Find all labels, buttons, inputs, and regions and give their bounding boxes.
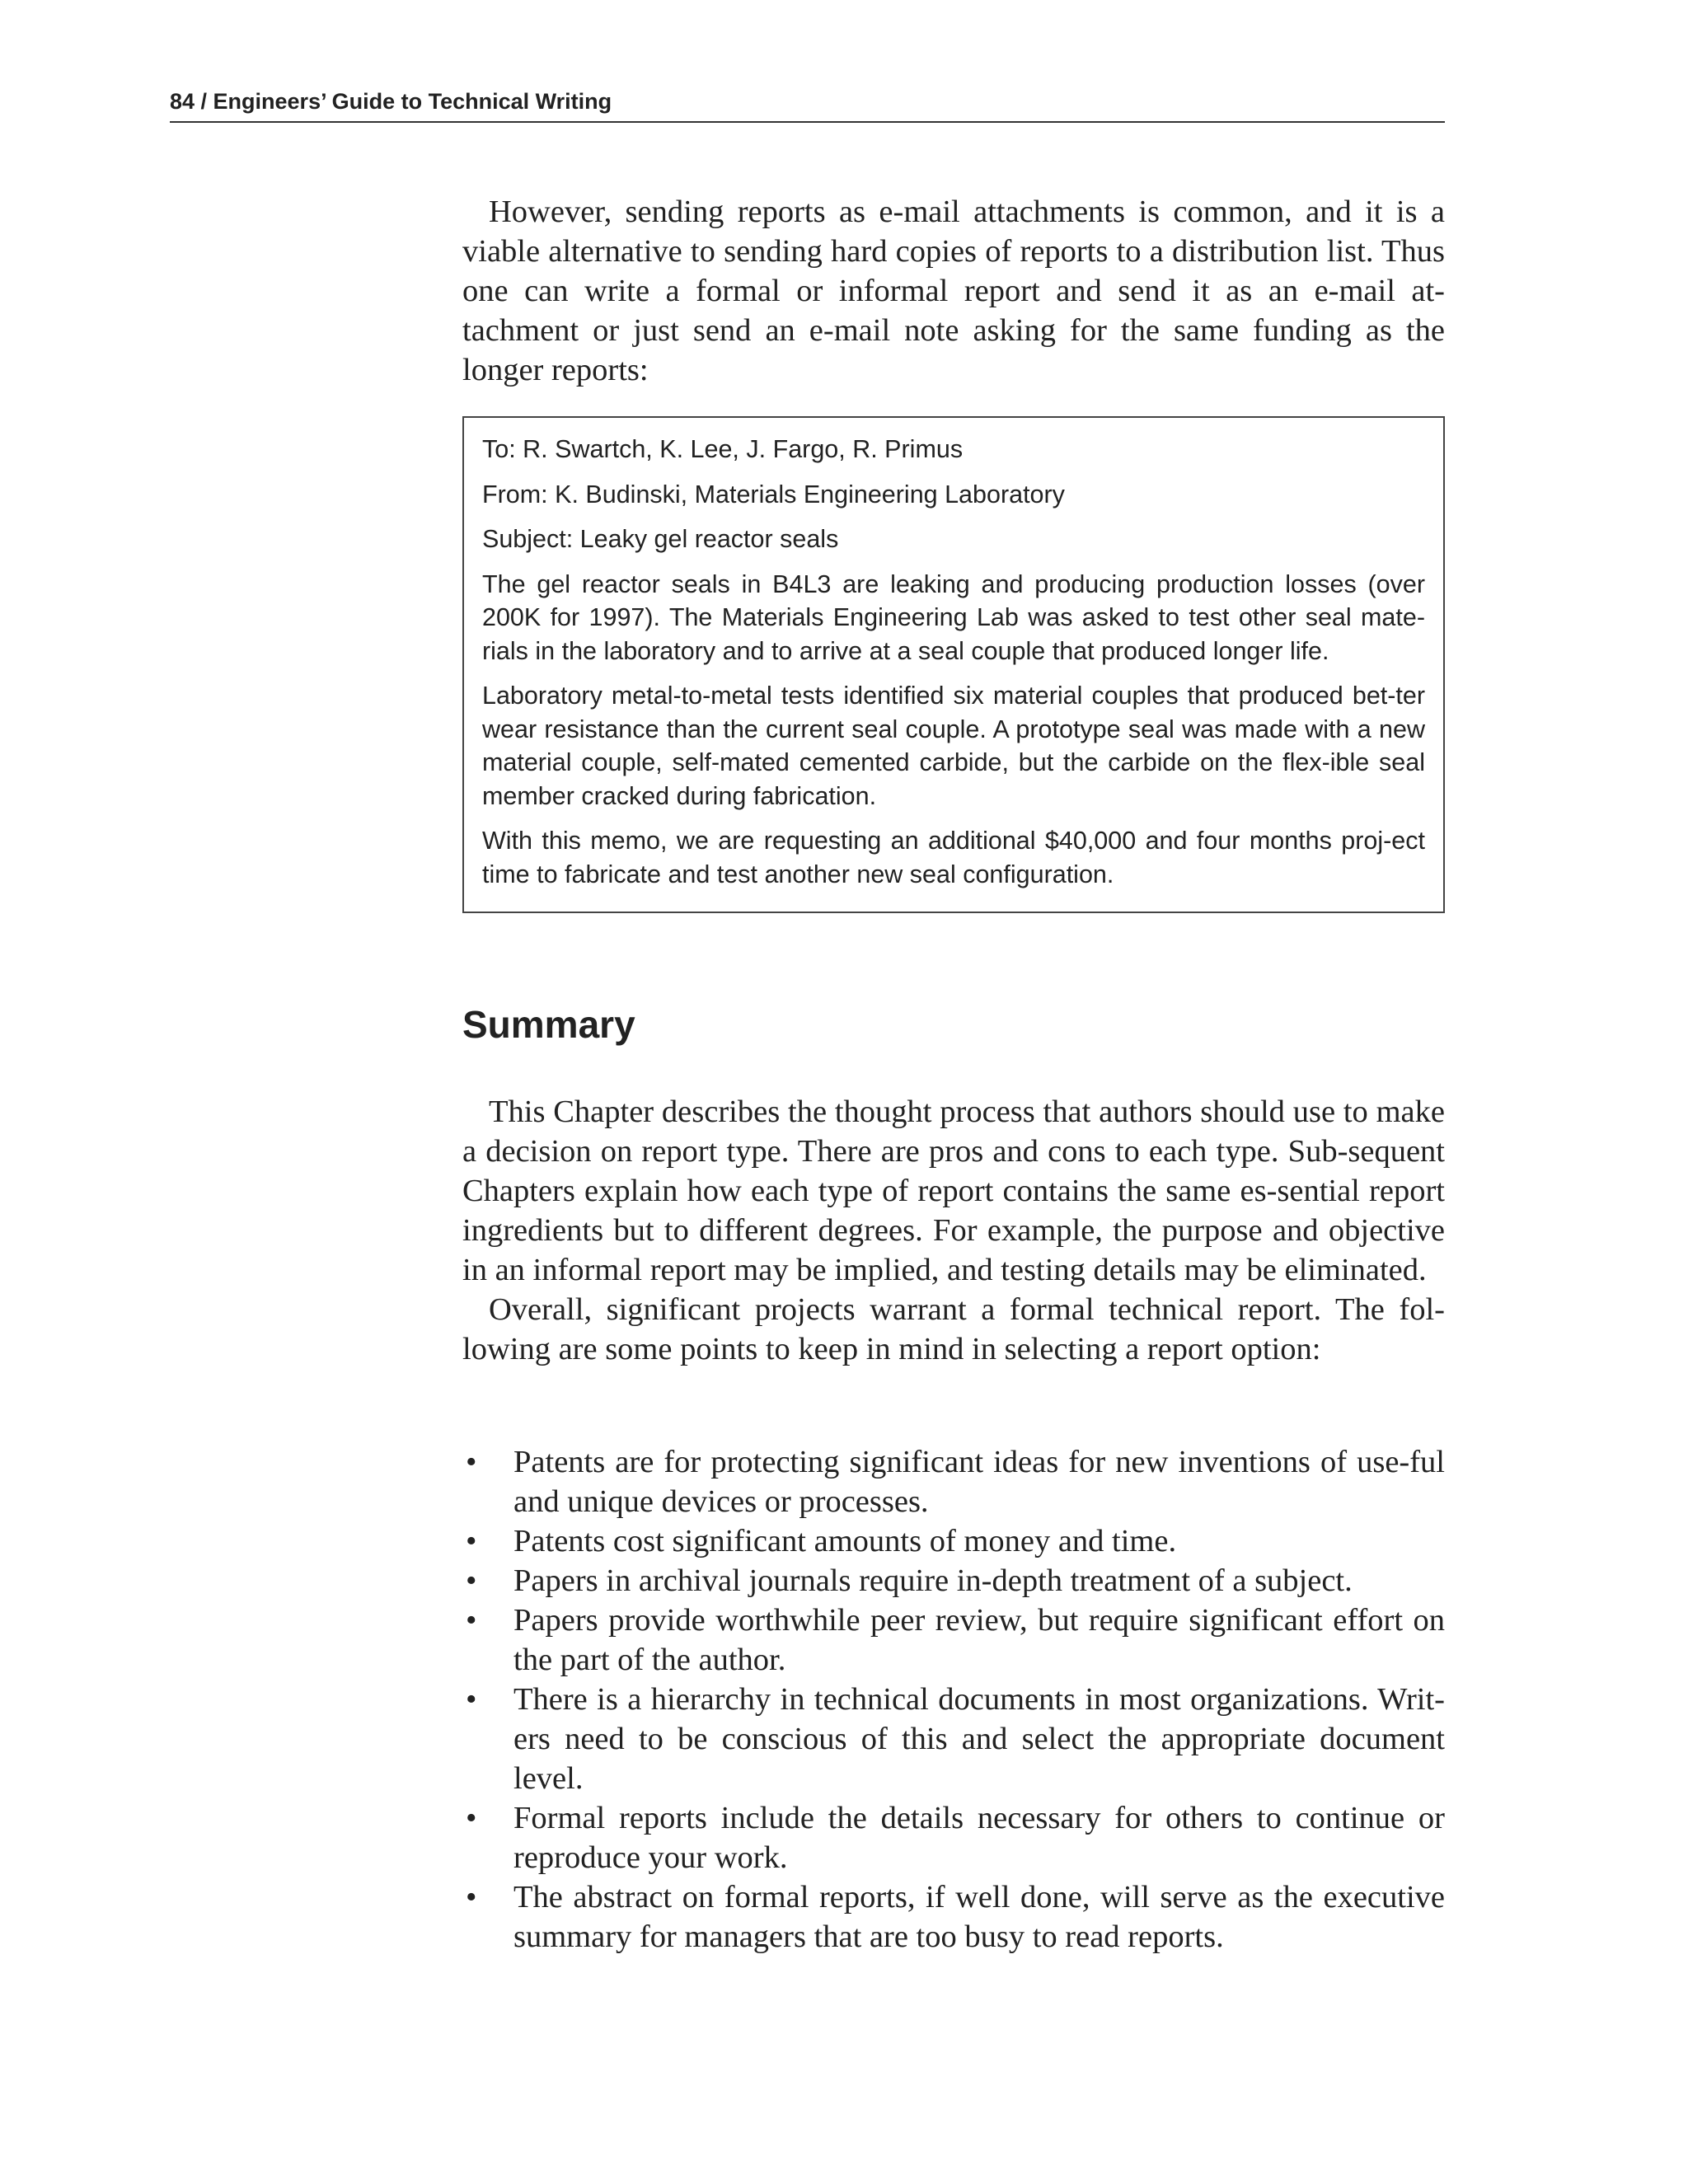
bullet-text: Papers in archival journals require in-depth treatment of a subject. <box>513 1563 1353 1598</box>
bullet-text: There is a hierarchy in technical documents in most organizations. Writ-ers need to be conscious of this and select the appropriate document level. <box>513 1682 1445 1796</box>
bullet-text: Patents are for protecting significant ideas for new inventions of use-ful and unique devices or processes. <box>513 1445 1445 1519</box>
bullet-item <box>462 1680 1445 1798</box>
summary-heading: Summary <box>462 1003 635 1046</box>
memo-paragraph: Laboratory metal-to-metal tests identified six material couples that produced bet-ter wear resistance than the current seal couple. A prototype seal was made with a new material couple, self-mated cemented carbide, but the carbide on the flex-ible seal member cracked during fabrication. <box>482 682 1425 810</box>
running-head: 84 / Engineers’ Guide to Technical Writing <box>170 85 1445 123</box>
memo-from-line: From: K. Budinski, Materials Engineering Laboratory <box>482 480 1065 509</box>
bullet-text: The abstract on formal reports, if well done, will serve as the executive summary for managers that are too busy to read reports. <box>513 1880 1445 1954</box>
memo-box <box>462 416 1445 913</box>
bullet-text: Formal reports include the details necessary for others to continue or reproduce your work. <box>513 1801 1445 1875</box>
bullet-icon: • <box>466 1524 477 1558</box>
memo-to-line: To: R. Swartch, K. Lee, J. Fargo, R. Primus <box>482 435 964 463</box>
bullet-icon: • <box>466 1445 477 1479</box>
bullet-item <box>462 1521 1445 1561</box>
summary-body <box>462 1092 1445 1369</box>
bullet-icon: • <box>466 1682 477 1717</box>
bullet-icon: • <box>466 1563 477 1598</box>
bullet-item <box>462 1561 1445 1601</box>
bullet-text: Papers provide worthwhile peer review, but require significant effort on the part of the author. <box>513 1603 1445 1677</box>
intro-paragraph: However, sending reports as e-mail attachments is common, and it is a viable alternative to sending hard copies of reports to a distribution list. Thus one can write a formal or informal report and send it as an e-mail at-tachment or just send an e-mail note asking for the same funding as the longer reports: <box>462 194 1445 387</box>
bullet-icon: • <box>466 1880 477 1915</box>
bullet-list <box>462 1442 1445 1957</box>
memo-subject-line: Subject: Leaky gel reactor seals <box>482 525 839 553</box>
summary-paragraph: Overall, significant projects warrant a formal technical report. The fol-lowing are some points to keep in mind in selecting a report option: <box>462 1292 1445 1366</box>
bullet-item <box>462 1601 1445 1680</box>
bullet-item <box>462 1877 1445 1957</box>
bullet-item <box>462 1442 1445 1521</box>
memo-paragraph: The gel reactor seals in B4L3 are leaking and producing production losses (over 200K for 1997). The Materials Engineering Lab was asked to test other seal mate-rials in the laboratory and to arrive at a seal couple that produced longer life. <box>482 569 1425 665</box>
bullet-text: Patents cost significant amounts of money and time. <box>513 1524 1177 1558</box>
summary-paragraph: This Chapter describes the thought process that authors should use to make a decision on report type. There are pros and cons to each type. Sub-sequent Chapters explain how each type of report contains the same es-sential report ingredients but to different degrees. For example, the purpose and objective in an informal report may be implied, and testing details may be eliminated. <box>462 1094 1445 1287</box>
bullet-icon: • <box>466 1603 477 1638</box>
bullet-item <box>462 1798 1445 1877</box>
intro-section <box>462 192 1445 390</box>
memo-paragraph: With this memo, we are requesting an additional $40,000 and four months proj-ect time to fabricate and test another new seal configuration. <box>482 827 1425 888</box>
bullet-icon: • <box>466 1801 477 1835</box>
